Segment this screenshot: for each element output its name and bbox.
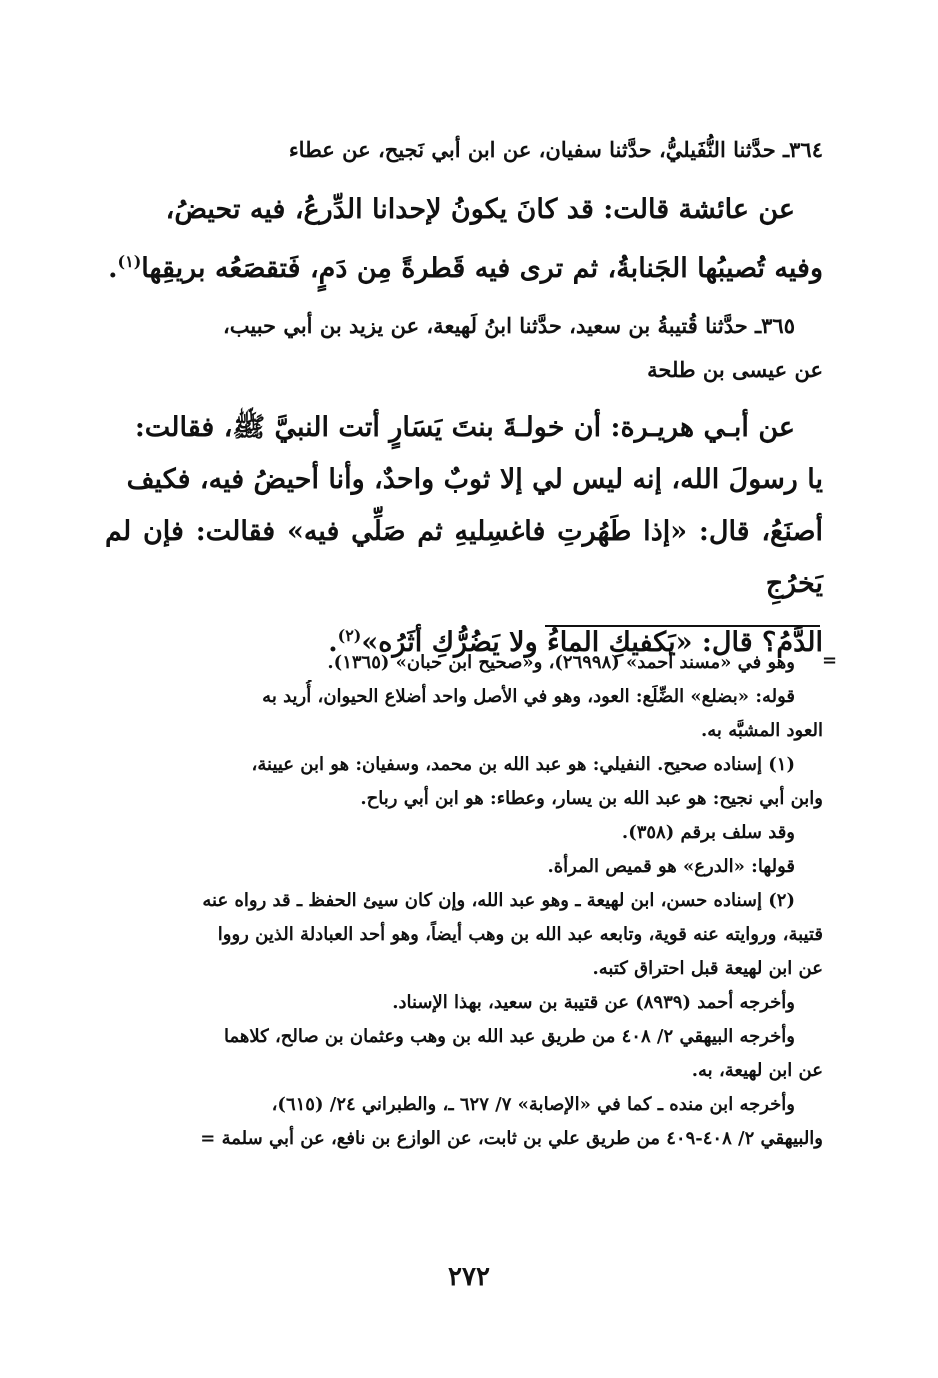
hadith-365-body-line-2: يا رسولَ الله، إنه ليس لي إلا ثوبٌ واحدٌ، وأنا أحيضُ فيه، فكيف bbox=[126, 464, 823, 495]
footnote-1-line-4: قولها: «الدرع» هو قميص المرأة. bbox=[547, 856, 795, 877]
hadith-364-body-line-2 bbox=[105, 236, 823, 295]
continuation-mark: = bbox=[822, 650, 838, 671]
hadith-365-body bbox=[105, 402, 823, 669]
hadith-364-body-line-2-text: وفيه تُصيبُها الجَنابةُ، ثم ترى فيه قَطرةً مِن دَمٍ، فَتقصَعُه بريقِها bbox=[141, 253, 823, 284]
footnotes bbox=[105, 646, 823, 1156]
footnote-2-line-6: عن ابن لهيعة، به. bbox=[691, 1060, 823, 1081]
footnote-cont-line-1: وهو في «مسند أحمد» (٢٦٩٩٨)، و«صحيح ابن حبان» (١٣٦٥). bbox=[327, 652, 795, 673]
footnote-2-line-8: والبيهقي ٢/ ٤٠٨-٤٠٩ من طريق علي بن ثابت، عن الوازع بن نافع، عن أبي سلمة = bbox=[200, 1128, 823, 1149]
hadith-365-body-line-4-text: الدَّمُ؟ قال: «يَكفيكِ الماءُ ولا يَضُرُّكِ أثَرُه» bbox=[361, 627, 823, 658]
hadith-365-body-line-3: أصنَعُ، قال: «إذا طَهُرتِ فاغسِليهِ ثم صَلِّي فيه» فقالت: فإن لم يَخرُجِ bbox=[105, 516, 823, 599]
hadith-365-end: . bbox=[328, 627, 338, 658]
footnote-1-line-2: وابن أبي نجيح: هو عبد الله بن يسار، وعطاء: هو ابن أبي رباح. bbox=[360, 788, 823, 809]
footnote-1-line-3: وقد سلف برقم (٣٥٨). bbox=[621, 822, 795, 843]
footnote-2-line-7: وأخرجه ابن منده ـ كما في «الإصابة» ٧/ ٦٢٧ ـ، والطبراني ٢٤/ (٦١٥)، bbox=[271, 1094, 795, 1115]
page-number: ٢٧٢ bbox=[448, 1262, 490, 1292]
hadith-365-body-line-1: عن أبـي هريـرة: أن خولـةَ بنتَ يَسَارٍ أتت النبيَّ ﷺ، فقالت: bbox=[134, 412, 795, 443]
footnote-2-line-2: قتيبة، وروايته عنه قوية، وتابعه عبد الله بن وهب أيضاً، وهو أحد العبادلة الذين رووا bbox=[217, 924, 823, 945]
footnote-2-line-5: وأخرجه البيهقي ٢/ ٤٠٨ من طريق عبد الله بن وهب وعثمان بن صالح، كلاهما bbox=[224, 1026, 795, 1047]
footnote-separator bbox=[545, 625, 820, 627]
hadith-364-body bbox=[105, 184, 823, 295]
hadith-365-chain-line-2: عن عيسى بن طلحة bbox=[647, 357, 823, 382]
hadith-365-chain-line-1: ٣٦٥ـ حدَّثنا قُتيبةُ بن سعيد، حدَّثنا ابنُ لَهيعة، عن يزيد بن أبي حبيب، bbox=[222, 313, 795, 338]
footnote-2-line-3: عن ابن لهيعة قبل احتراق كتبه. bbox=[592, 958, 823, 979]
footnote-1-line-1: (١) إسناده صحيح. النفيلي: هو عبد الله بن محمد، وسفيان: هو ابن عيينة، bbox=[251, 754, 795, 775]
footnote-ref-2: (٢) bbox=[337, 626, 362, 645]
hadith-365-chain bbox=[105, 304, 823, 392]
footnote-ref-1: (١) bbox=[117, 252, 142, 271]
footnote-2-line-4: وأخرجه أحمد (٨٩٣٩) عن قتيبة بن سعيد، بهذا الإسناد. bbox=[392, 992, 795, 1013]
footnote-cont-line-2: قوله: «بضلع» الضِّلَع: العود، وهو في الأصل واحد أضلاع الحيوان، أُريد به bbox=[262, 686, 795, 707]
hadith-364-chain bbox=[105, 128, 823, 172]
footnote-2-line-1: (٢) إسناده حسن، ابن لهيعة ـ وهو عبد الله، وإن كان سيئ الحفظ ـ قد رواه عنه bbox=[202, 890, 795, 911]
footnote-cont-line-3: العود المشبَّه به. bbox=[701, 720, 823, 741]
hadith-364-chain-text: ٣٦٤ـ حدَّثنا النُّفَيليُّ، حدَّثنا سفيان، عن ابن أبي نَجيح، عن عطاء bbox=[288, 137, 823, 162]
hadith-364-end: . bbox=[108, 253, 118, 284]
hadith-364-body-line-1: عن عائشة قالت: قد كانَ يكونُ لإحدانا الدِّرعُ، فيه تحيضُ، bbox=[165, 194, 795, 225]
